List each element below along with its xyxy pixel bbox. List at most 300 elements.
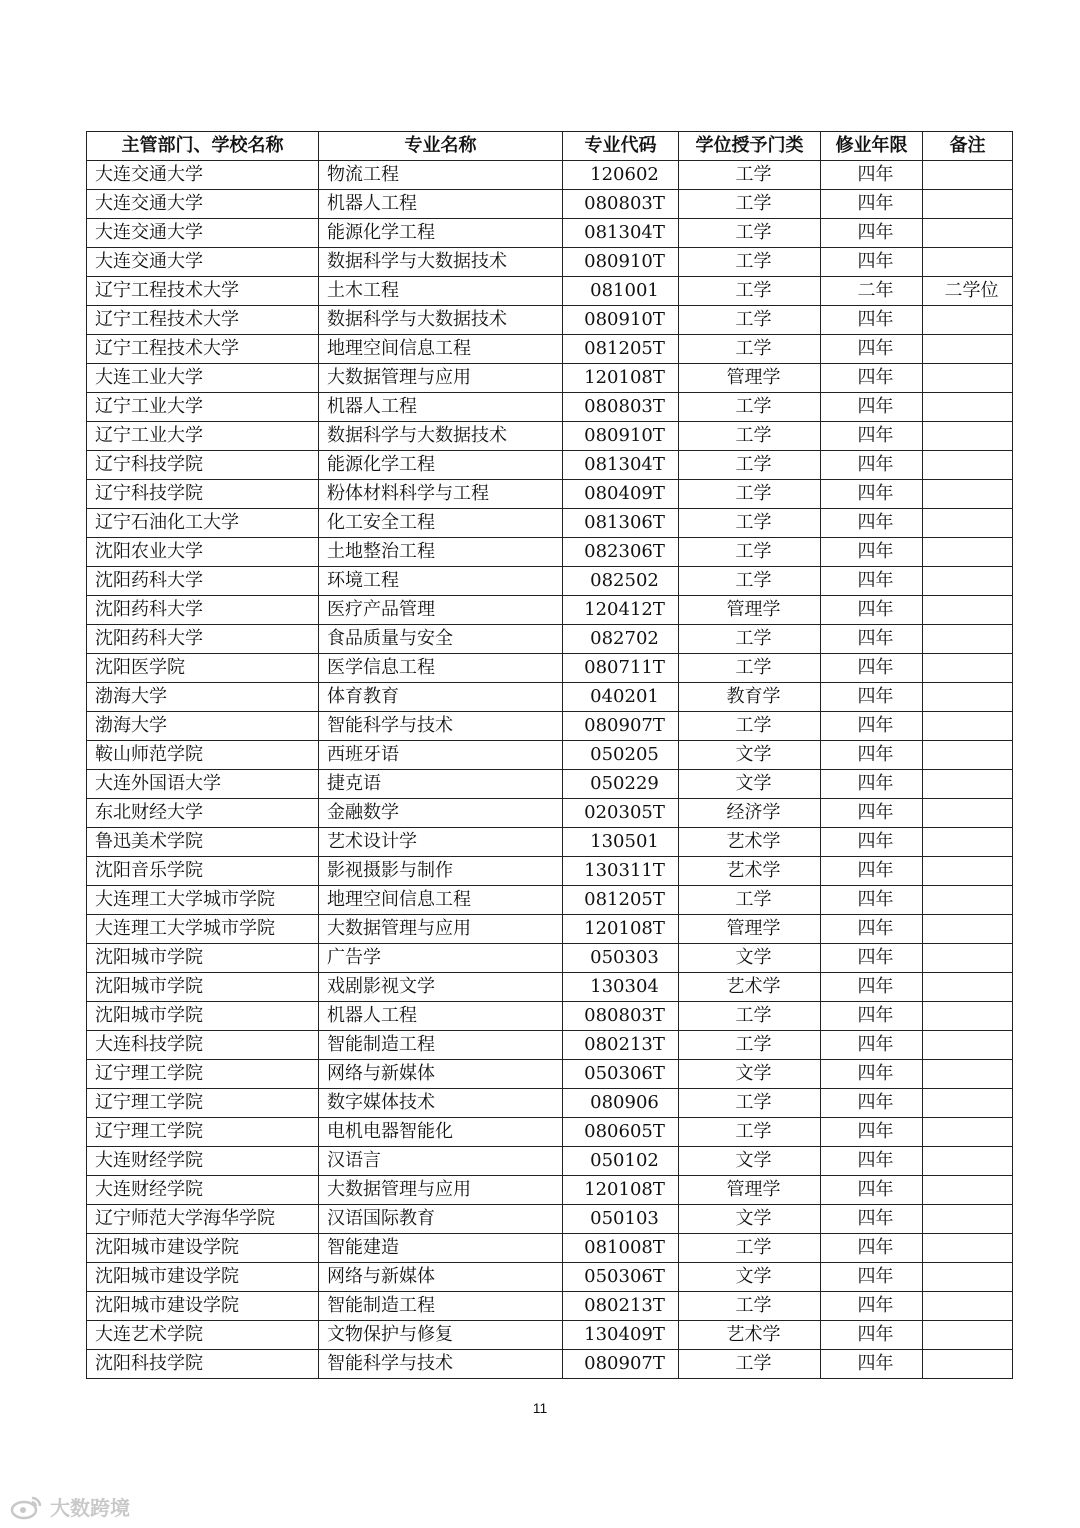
cell-code: 050205	[563, 741, 679, 770]
cell-code: 120108T	[563, 915, 679, 944]
cell-school: 沈阳农业大学	[87, 538, 319, 567]
cell-note	[923, 509, 1013, 538]
cell-major: 环境工程	[319, 567, 563, 596]
table-row	[87, 1147, 1013, 1176]
header-major: 专业名称	[319, 132, 563, 161]
cell-code: 130311T	[563, 857, 679, 886]
cell-note	[923, 1205, 1013, 1234]
cell-years: 四年	[821, 915, 923, 944]
cell-major: 戏剧影视文学	[319, 973, 563, 1002]
cell-code: 082502	[563, 567, 679, 596]
cell-degree: 工学	[679, 1002, 821, 1031]
table-row	[87, 393, 1013, 422]
cell-years: 四年	[821, 1147, 923, 1176]
cell-degree: 教育学	[679, 683, 821, 712]
cell-school: 沈阳音乐学院	[87, 857, 319, 886]
cell-years: 四年	[821, 422, 923, 451]
cell-major: 地理空间信息工程	[319, 886, 563, 915]
cell-major: 网络与新媒体	[319, 1060, 563, 1089]
cell-school: 沈阳城市学院	[87, 944, 319, 973]
header-degree: 学位授予门类	[679, 132, 821, 161]
table-row	[87, 1118, 1013, 1147]
cell-major: 食品质量与安全	[319, 625, 563, 654]
cell-major: 汉语国际教育	[319, 1205, 563, 1234]
cell-school: 大连交通大学	[87, 161, 319, 190]
table-row	[87, 190, 1013, 219]
cell-note	[923, 190, 1013, 219]
cell-major: 机器人工程	[319, 393, 563, 422]
cell-years: 四年	[821, 1031, 923, 1060]
cell-code: 130409T	[563, 1321, 679, 1350]
cell-years: 四年	[821, 1263, 923, 1292]
cell-years: 四年	[821, 364, 923, 393]
cell-degree: 艺术学	[679, 857, 821, 886]
cell-degree: 管理学	[679, 364, 821, 393]
cell-code: 050103	[563, 1205, 679, 1234]
cell-years: 四年	[821, 1089, 923, 1118]
watermark-text: 大数跨境	[50, 1496, 130, 1520]
cell-note	[923, 1002, 1013, 1031]
cell-years: 四年	[821, 799, 923, 828]
cell-note	[923, 219, 1013, 248]
cell-degree: 工学	[679, 654, 821, 683]
cell-major: 机器人工程	[319, 190, 563, 219]
cell-code: 130501	[563, 828, 679, 857]
cell-major: 智能科学与技术	[319, 1350, 563, 1379]
cell-code: 120412T	[563, 596, 679, 625]
table-row	[87, 1060, 1013, 1089]
cell-years: 四年	[821, 567, 923, 596]
cell-major: 能源化学工程	[319, 219, 563, 248]
cell-degree: 工学	[679, 219, 821, 248]
cell-years: 四年	[821, 770, 923, 799]
cell-degree: 工学	[679, 567, 821, 596]
cell-school: 沈阳城市建设学院	[87, 1292, 319, 1321]
cell-major: 体育教育	[319, 683, 563, 712]
table-row	[87, 1321, 1013, 1350]
cell-school: 大连工业大学	[87, 364, 319, 393]
cell-major: 土地整治工程	[319, 538, 563, 567]
cell-years: 四年	[821, 538, 923, 567]
cell-school: 辽宁科技学院	[87, 451, 319, 480]
cell-code: 120108T	[563, 1176, 679, 1205]
cell-major: 物流工程	[319, 161, 563, 190]
cell-degree: 工学	[679, 422, 821, 451]
cell-code: 081008T	[563, 1234, 679, 1263]
cell-school: 沈阳药科大学	[87, 596, 319, 625]
cell-note: 二学位	[923, 277, 1013, 306]
cell-school: 大连艺术学院	[87, 1321, 319, 1350]
cell-major: 大数据管理与应用	[319, 1176, 563, 1205]
cell-years: 四年	[821, 973, 923, 1002]
cell-note	[923, 857, 1013, 886]
cell-note	[923, 1060, 1013, 1089]
cell-years: 四年	[821, 190, 923, 219]
cell-major: 数据科学与大数据技术	[319, 306, 563, 335]
table-row	[87, 335, 1013, 364]
cell-code: 080803T	[563, 1002, 679, 1031]
cell-school: 沈阳医学院	[87, 654, 319, 683]
cell-school: 辽宁科技学院	[87, 480, 319, 509]
cell-note	[923, 393, 1013, 422]
cell-school: 沈阳药科大学	[87, 625, 319, 654]
table-row	[87, 799, 1013, 828]
cell-degree: 工学	[679, 248, 821, 277]
table-row	[87, 1292, 1013, 1321]
cell-years: 四年	[821, 509, 923, 538]
cell-major: 文物保护与修复	[319, 1321, 563, 1350]
table-row	[87, 886, 1013, 915]
cell-code: 080605T	[563, 1118, 679, 1147]
watermark	[10, 1492, 130, 1521]
cell-school: 辽宁工程技术大学	[87, 306, 319, 335]
cell-school: 沈阳城市学院	[87, 973, 319, 1002]
cell-years: 四年	[821, 1060, 923, 1089]
cell-major: 能源化学工程	[319, 451, 563, 480]
cell-code: 080910T	[563, 422, 679, 451]
cell-school: 辽宁理工学院	[87, 1060, 319, 1089]
cell-code: 080910T	[563, 248, 679, 277]
table-row	[87, 538, 1013, 567]
cell-school: 辽宁工程技术大学	[87, 277, 319, 306]
cell-school: 沈阳城市建设学院	[87, 1263, 319, 1292]
cell-major: 医学信息工程	[319, 654, 563, 683]
cell-school: 辽宁石油化工大学	[87, 509, 319, 538]
cell-code: 080213T	[563, 1031, 679, 1060]
table-row	[87, 1089, 1013, 1118]
cell-note	[923, 567, 1013, 596]
table-row	[87, 712, 1013, 741]
table-row	[87, 451, 1013, 480]
cell-major: 数据科学与大数据技术	[319, 422, 563, 451]
cell-school: 辽宁师范大学海华学院	[87, 1205, 319, 1234]
cell-school: 辽宁工程技术大学	[87, 335, 319, 364]
cell-major: 汉语言	[319, 1147, 563, 1176]
table-row	[87, 1031, 1013, 1060]
cell-degree: 文学	[679, 944, 821, 973]
table-row	[87, 683, 1013, 712]
cell-years: 四年	[821, 712, 923, 741]
cell-degree: 工学	[679, 712, 821, 741]
cell-degree: 工学	[679, 190, 821, 219]
cell-school: 大连交通大学	[87, 190, 319, 219]
table-row	[87, 944, 1013, 973]
cell-years: 四年	[821, 248, 923, 277]
cell-school: 大连财经学院	[87, 1176, 319, 1205]
table-row	[87, 248, 1013, 277]
table-body	[87, 161, 1013, 1379]
cell-school: 辽宁工业大学	[87, 393, 319, 422]
cell-school: 大连理工大学城市学院	[87, 915, 319, 944]
cell-note	[923, 741, 1013, 770]
cell-degree: 工学	[679, 1118, 821, 1147]
cell-note	[923, 1263, 1013, 1292]
cell-years: 四年	[821, 161, 923, 190]
cell-degree: 经济学	[679, 799, 821, 828]
cell-degree: 工学	[679, 1292, 821, 1321]
cell-major: 西班牙语	[319, 741, 563, 770]
cell-degree: 文学	[679, 1147, 821, 1176]
cell-school: 沈阳城市学院	[87, 1002, 319, 1031]
table-row	[87, 973, 1013, 1002]
table-row	[87, 1350, 1013, 1379]
cell-school: 辽宁理工学院	[87, 1089, 319, 1118]
cell-years: 四年	[821, 654, 923, 683]
table-row	[87, 161, 1013, 190]
cell-major: 粉体材料科学与工程	[319, 480, 563, 509]
cell-school: 东北财经大学	[87, 799, 319, 828]
cell-degree: 文学	[679, 1060, 821, 1089]
header-code: 专业代码	[563, 132, 679, 161]
cell-degree: 工学	[679, 393, 821, 422]
cell-code: 080803T	[563, 190, 679, 219]
cell-degree: 艺术学	[679, 828, 821, 857]
cell-major: 捷克语	[319, 770, 563, 799]
cell-major: 机器人工程	[319, 1002, 563, 1031]
table-row	[87, 364, 1013, 393]
cell-school: 沈阳药科大学	[87, 567, 319, 596]
table-row	[87, 509, 1013, 538]
cell-school: 大连交通大学	[87, 219, 319, 248]
cell-major: 电机电器智能化	[319, 1118, 563, 1147]
cell-note	[923, 973, 1013, 1002]
cell-code: 130304	[563, 973, 679, 1002]
cell-degree: 艺术学	[679, 973, 821, 1002]
cell-degree: 工学	[679, 480, 821, 509]
cell-degree: 工学	[679, 538, 821, 567]
cell-degree: 工学	[679, 306, 821, 335]
cell-note	[923, 451, 1013, 480]
cell-years: 四年	[821, 828, 923, 857]
cell-major: 智能制造工程	[319, 1292, 563, 1321]
cell-degree: 文学	[679, 1263, 821, 1292]
cell-degree: 工学	[679, 1031, 821, 1060]
cell-code: 082306T	[563, 538, 679, 567]
table-row	[87, 1234, 1013, 1263]
cell-years: 四年	[821, 596, 923, 625]
header-note: 备注	[923, 132, 1013, 161]
table-row	[87, 567, 1013, 596]
table-row	[87, 654, 1013, 683]
cell-years: 四年	[821, 857, 923, 886]
table-row	[87, 625, 1013, 654]
cell-degree: 管理学	[679, 915, 821, 944]
table-header-row	[87, 132, 1013, 161]
cell-note	[923, 1176, 1013, 1205]
cell-code: 120108T	[563, 364, 679, 393]
table-row	[87, 828, 1013, 857]
cell-code: 080907T	[563, 1350, 679, 1379]
cell-note	[923, 915, 1013, 944]
cell-code: 080711T	[563, 654, 679, 683]
cell-degree: 工学	[679, 277, 821, 306]
cell-note	[923, 335, 1013, 364]
cell-degree: 工学	[679, 161, 821, 190]
cell-note	[923, 480, 1013, 509]
cell-code: 080907T	[563, 712, 679, 741]
cell-code: 080213T	[563, 1292, 679, 1321]
cell-note	[923, 1321, 1013, 1350]
table-row	[87, 306, 1013, 335]
cell-school: 大连交通大学	[87, 248, 319, 277]
cell-school: 大连理工大学城市学院	[87, 886, 319, 915]
cell-code: 080803T	[563, 393, 679, 422]
cell-degree: 工学	[679, 886, 821, 915]
cell-major: 影视摄影与制作	[319, 857, 563, 886]
cell-note	[923, 1292, 1013, 1321]
table-row	[87, 1263, 1013, 1292]
cell-note	[923, 538, 1013, 567]
cell-school: 辽宁工业大学	[87, 422, 319, 451]
cell-school: 大连财经学院	[87, 1147, 319, 1176]
cell-major: 医疗产品管理	[319, 596, 563, 625]
cell-note	[923, 1031, 1013, 1060]
cell-code: 080910T	[563, 306, 679, 335]
cell-school: 辽宁理工学院	[87, 1118, 319, 1147]
cell-code: 081304T	[563, 451, 679, 480]
table-row	[87, 480, 1013, 509]
cell-degree: 文学	[679, 741, 821, 770]
cell-code: 050306T	[563, 1060, 679, 1089]
cell-note	[923, 799, 1013, 828]
cell-note	[923, 1118, 1013, 1147]
cell-major: 广告学	[319, 944, 563, 973]
cell-major: 智能制造工程	[319, 1031, 563, 1060]
cell-note	[923, 1234, 1013, 1263]
table-row	[87, 422, 1013, 451]
cell-code: 050306T	[563, 1263, 679, 1292]
table-row	[87, 857, 1013, 886]
cell-years: 四年	[821, 683, 923, 712]
cell-degree: 文学	[679, 1205, 821, 1234]
cell-years: 四年	[821, 393, 923, 422]
cell-years: 四年	[821, 741, 923, 770]
cell-school: 渤海大学	[87, 683, 319, 712]
cell-years: 四年	[821, 1350, 923, 1379]
cell-school: 大连外国语大学	[87, 770, 319, 799]
cell-note	[923, 944, 1013, 973]
cell-note	[923, 1350, 1013, 1379]
cell-degree: 管理学	[679, 1176, 821, 1205]
cell-years: 四年	[821, 886, 923, 915]
cell-school: 沈阳城市建设学院	[87, 1234, 319, 1263]
cell-note	[923, 770, 1013, 799]
cell-note	[923, 625, 1013, 654]
header-years: 修业年限	[821, 132, 923, 161]
cell-note	[923, 654, 1013, 683]
cell-school: 鞍山师范学院	[87, 741, 319, 770]
cell-major: 地理空间信息工程	[319, 335, 563, 364]
cell-note	[923, 828, 1013, 857]
cell-code: 082702	[563, 625, 679, 654]
cell-years: 四年	[821, 1234, 923, 1263]
table-row	[87, 770, 1013, 799]
cell-code: 080906	[563, 1089, 679, 1118]
cell-note	[923, 683, 1013, 712]
cell-school: 渤海大学	[87, 712, 319, 741]
cell-code: 081306T	[563, 509, 679, 538]
weibo-logo-icon	[10, 1494, 44, 1520]
cell-years: 四年	[821, 480, 923, 509]
cell-years: 四年	[821, 944, 923, 973]
cell-years: 四年	[821, 1118, 923, 1147]
cell-major: 艺术设计学	[319, 828, 563, 857]
table-row	[87, 1205, 1013, 1234]
cell-degree: 文学	[679, 770, 821, 799]
cell-note	[923, 364, 1013, 393]
cell-years: 四年	[821, 1002, 923, 1031]
cell-note	[923, 306, 1013, 335]
cell-note	[923, 712, 1013, 741]
table-row	[87, 277, 1013, 306]
cell-major: 土木工程	[319, 277, 563, 306]
cell-degree: 工学	[679, 451, 821, 480]
cell-code: 081001	[563, 277, 679, 306]
cell-school: 大连科技学院	[87, 1031, 319, 1060]
cell-code: 081304T	[563, 219, 679, 248]
cell-years: 四年	[821, 1321, 923, 1350]
cell-note	[923, 248, 1013, 277]
cell-code: 040201	[563, 683, 679, 712]
page-number: 11	[532, 1400, 548, 1416]
cell-major: 化工安全工程	[319, 509, 563, 538]
cell-note	[923, 422, 1013, 451]
cell-note	[923, 886, 1013, 915]
cell-note	[923, 161, 1013, 190]
table-row	[87, 915, 1013, 944]
cell-degree: 工学	[679, 1089, 821, 1118]
cell-code: 081205T	[563, 886, 679, 915]
cell-degree: 工学	[679, 1350, 821, 1379]
cell-years: 四年	[821, 451, 923, 480]
cell-code: 050229	[563, 770, 679, 799]
table-row	[87, 219, 1013, 248]
cell-degree: 工学	[679, 509, 821, 538]
cell-degree: 工学	[679, 625, 821, 654]
cell-degree: 工学	[679, 1234, 821, 1263]
cell-note	[923, 1089, 1013, 1118]
header-school: 主管部门、学校名称	[87, 132, 319, 161]
cell-code: 020305T	[563, 799, 679, 828]
cell-code: 120602	[563, 161, 679, 190]
table-row	[87, 1176, 1013, 1205]
cell-degree: 管理学	[679, 596, 821, 625]
cell-years: 四年	[821, 1176, 923, 1205]
cell-major: 智能建造	[319, 1234, 563, 1263]
cell-years: 四年	[821, 335, 923, 364]
table-row	[87, 741, 1013, 770]
cell-major: 数字媒体技术	[319, 1089, 563, 1118]
cell-code: 050102	[563, 1147, 679, 1176]
cell-degree: 艺术学	[679, 1321, 821, 1350]
majors-table	[86, 131, 1013, 1379]
cell-degree: 工学	[679, 335, 821, 364]
cell-note	[923, 596, 1013, 625]
cell-note	[923, 1147, 1013, 1176]
cell-code: 081205T	[563, 335, 679, 364]
cell-major: 网络与新媒体	[319, 1263, 563, 1292]
table-row	[87, 596, 1013, 625]
cell-years: 四年	[821, 1292, 923, 1321]
cell-school: 鲁迅美术学院	[87, 828, 319, 857]
cell-years: 二年	[821, 277, 923, 306]
table-row	[87, 1002, 1013, 1031]
cell-code: 050303	[563, 944, 679, 973]
cell-major: 大数据管理与应用	[319, 915, 563, 944]
cell-major: 智能科学与技术	[319, 712, 563, 741]
cell-years: 四年	[821, 625, 923, 654]
cell-code: 080409T	[563, 480, 679, 509]
